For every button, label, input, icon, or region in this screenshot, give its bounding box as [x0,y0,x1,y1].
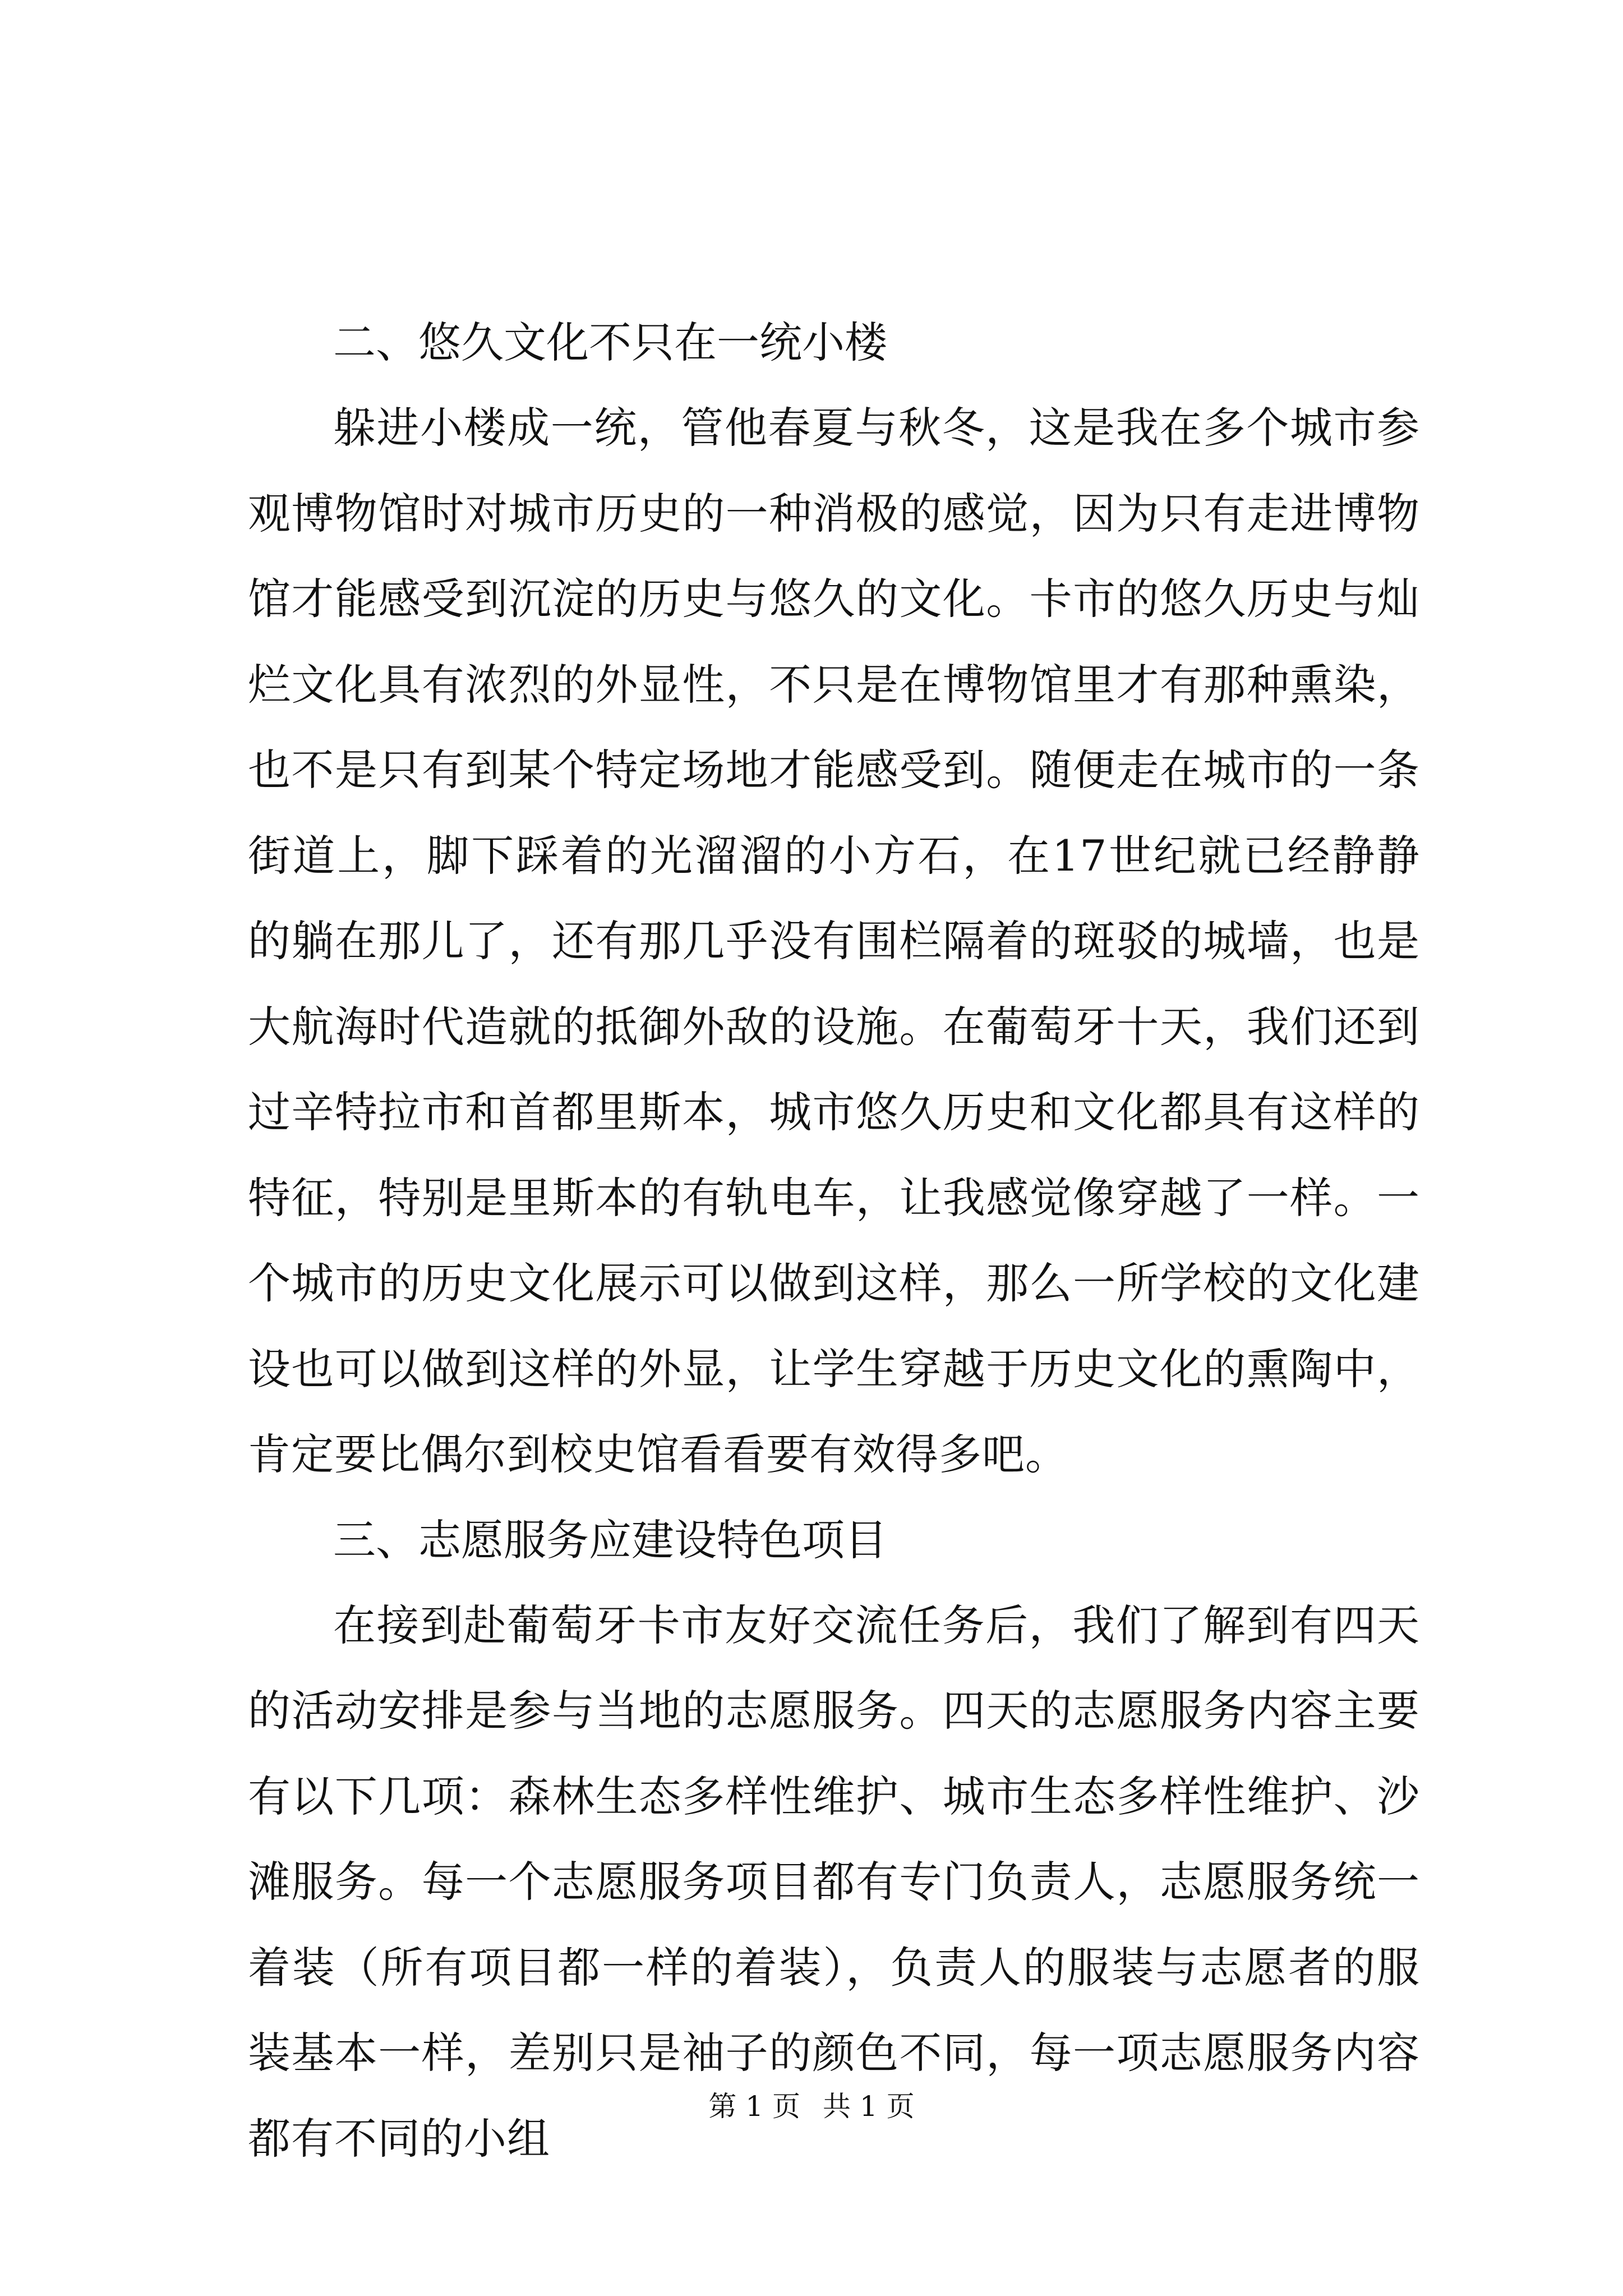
page-number: 第 1 页 [708,2090,800,2123]
page-total: 共 1 页 [823,2090,915,2123]
section-heading-2: 二、悠久文化不只在一统小楼 [333,318,887,367]
section-heading-3: 三、志愿服务应建设特色项目 [333,1515,887,1565]
section-paragraph-3: 在接到赴葡萄牙卡市友好交流任务后，我们了解到有四天的活动安排是参与当地的志愿服务。四天的志愿服务内容主要有以下几项：森林生态多样性维护、城市生态多样性维护、沙滩服务。每一个志愿服务项目都有专门负责人，志愿服务统一着装（所有项目都一样的着装），负责人的服装与志愿者的服装基本一样，差别只是袖子的颜色不同，每一项志愿服务内容都有不同的小组 [248,1600,1420,2164]
document-body [248,300,1420,2182]
section-paragraph-2: 躲进小楼成一统，管他春夏与秋冬，这是我在多个城市参观博物馆时对城市历史的一种消极的感觉，因为只有走进博物馆才能感受到沉淀的历史与悠久的文化。卡市的悠久历史与灿烂文化具有浓烈的外显性，不只是在博物馆里才有那种熏染，也不是只有到某个特定场地才能感受到。随便走在城市的一条街道上，脚下踩着的光溜溜的小方石，在17世纪就已经静静的躺在那儿了，还有那几乎没有围栏隔着的斑驳的城墙，也是大航海时代造就的抵御外敌的设施。在葡萄牙十天，我们还到过辛特拉市和首都里斯本，城市悠久历史和文化都具有这样的特征，特别是里斯本的有轨电车，让我感觉像穿越了一样。一个城市的历史文化展示可以做到这样，那么一所学校的文化建设也可以做到这样的外显，让学生穿越于历史文化的熏陶中，肯定要比偶尔到校史馆看看要有效得多吧。 [248,403,1420,1479]
page-footer [0,2087,1623,2126]
